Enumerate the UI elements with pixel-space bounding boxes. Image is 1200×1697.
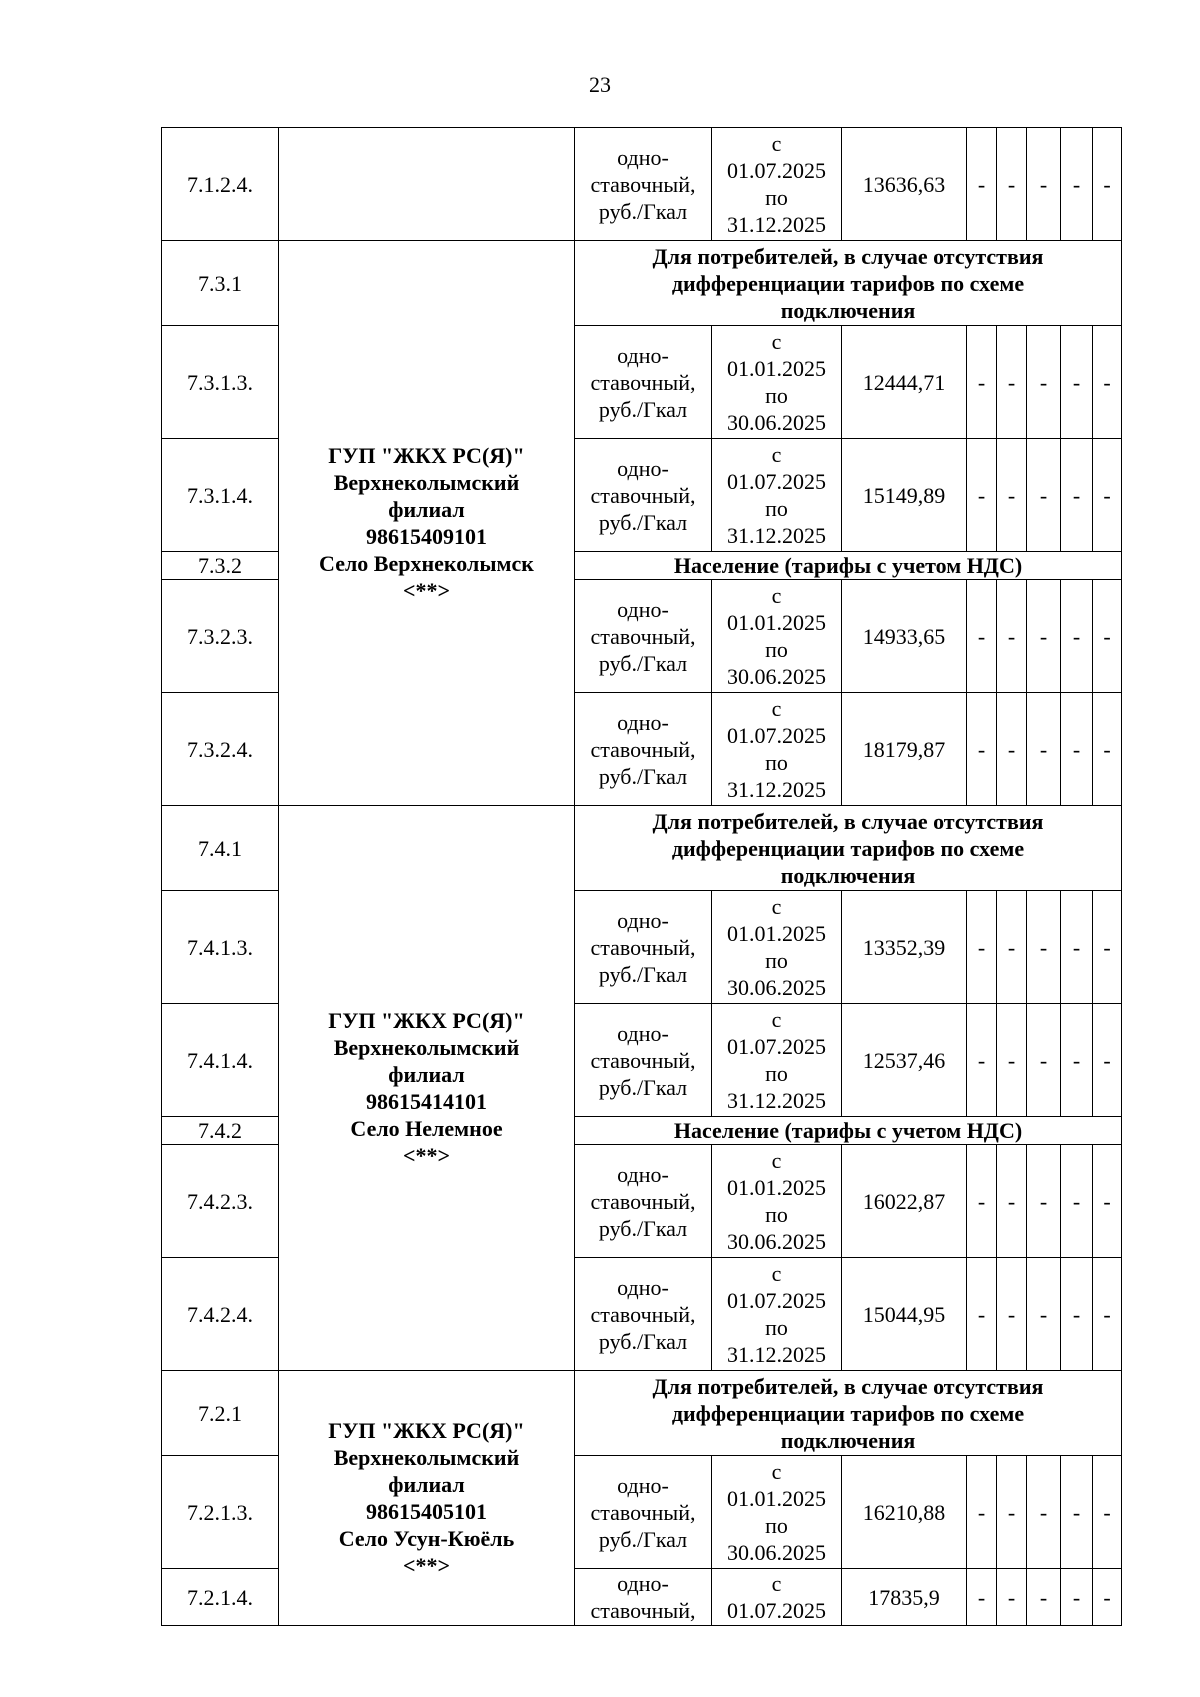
dash-cell: -	[997, 1145, 1027, 1258]
period: с 01.07.2025	[712, 1569, 842, 1626]
tariff-value: 18179,87	[842, 693, 967, 806]
dash-cell: -	[1027, 693, 1061, 806]
org-oktmo: 98615405101	[366, 1499, 487, 1524]
row-code: 7.3.2.3.	[162, 580, 279, 693]
dash-cell: -	[997, 439, 1027, 552]
row-code: 7.4.1.3.	[162, 891, 279, 1004]
dash-cell: -	[997, 128, 1027, 241]
dash-cell: -	[997, 1258, 1027, 1371]
org-unit: филиал	[388, 1062, 465, 1087]
dash-cell: -	[1061, 580, 1093, 693]
org-note: <**>	[402, 578, 451, 603]
section-header: Население (тарифы с учетом НДС)	[575, 1117, 1122, 1145]
dash-cell: -	[1061, 1004, 1093, 1117]
row-code: 7.3.1	[162, 241, 279, 326]
tariff-value: 12537,46	[842, 1004, 967, 1117]
org-settlement: Село Верхнеколымск	[319, 551, 534, 576]
rate-type: одно- ставочный, руб./Гкал	[575, 1145, 712, 1258]
organization-cell	[279, 241, 575, 806]
table-row	[162, 806, 1122, 891]
section-header: Население (тарифы с учетом НДС)	[575, 552, 1122, 580]
dash-cell: -	[967, 326, 997, 439]
dash-cell: -	[1093, 326, 1122, 439]
row-code: 7.3.2.4.	[162, 693, 279, 806]
tariff-value: 12444,71	[842, 326, 967, 439]
dash-cell: -	[967, 580, 997, 693]
dash-cell: -	[1061, 326, 1093, 439]
page-number: 23	[589, 72, 611, 97]
dash-cell: -	[967, 693, 997, 806]
rate-type: одно- ставочный,	[575, 1569, 712, 1626]
dash-cell: -	[1061, 693, 1093, 806]
section-header: Для потребителей, в случае отсутствия дифференциации тарифов по схеме подключения	[575, 806, 1122, 891]
tariff-value: 13636,63	[842, 128, 967, 241]
table-row	[162, 1371, 1122, 1456]
period: с 01.01.2025 по 30.06.2025	[712, 1145, 842, 1258]
dash-cell: -	[997, 693, 1027, 806]
rate-type: одно- ставочный, руб./Гкал	[575, 1004, 712, 1117]
dash-cell: -	[967, 1569, 997, 1626]
dash-cell: -	[1093, 1456, 1122, 1569]
dash-cell: -	[997, 891, 1027, 1004]
rate-type: одно- ставочный, руб./Гкал	[575, 326, 712, 439]
row-code: 7.1.2.4.	[162, 128, 279, 241]
rate-type: одно- ставочный, руб./Гкал	[575, 1258, 712, 1371]
dash-cell: -	[1061, 128, 1093, 241]
dash-cell: -	[1027, 1258, 1061, 1371]
organization-cell-empty	[279, 128, 575, 241]
rate-type: одно- ставочный, руб./Гкал	[575, 891, 712, 1004]
org-note: <**>	[402, 1553, 451, 1578]
dash-cell: -	[997, 1004, 1027, 1117]
row-code: 7.2.1	[162, 1371, 279, 1456]
org-branch: Верхнеколымский	[333, 470, 520, 495]
dash-cell: -	[1093, 1258, 1122, 1371]
dash-cell: -	[1027, 891, 1061, 1004]
row-code: 7.3.1.3.	[162, 326, 279, 439]
dash-cell: -	[1027, 1456, 1061, 1569]
section-header: Для потребителей, в случае отсутствия дифференциации тарифов по схеме подключения	[575, 241, 1122, 326]
row-code: 7.3.1.4.	[162, 439, 279, 552]
dash-cell: -	[1061, 1258, 1093, 1371]
dash-cell: -	[1093, 128, 1122, 241]
dash-cell: -	[967, 1258, 997, 1371]
row-code: 7.4.2	[162, 1117, 279, 1145]
rate-type: одно- ставочный, руб./Гкал	[575, 580, 712, 693]
rate-type: одно- ставочный, руб./Гкал	[575, 693, 712, 806]
dash-cell: -	[1027, 1569, 1061, 1626]
org-unit: филиал	[388, 1472, 465, 1497]
table-row	[162, 241, 1122, 326]
tariff-value: 15044,95	[842, 1258, 967, 1371]
tariff-value: 14933,65	[842, 580, 967, 693]
org-settlement: Село Усун-Кюёль	[338, 1526, 515, 1551]
dash-cell: -	[1093, 891, 1122, 1004]
dash-cell: -	[967, 1456, 997, 1569]
org-name: ГУП "ЖКХ РС(Я)"	[328, 1008, 525, 1033]
rate-type: одно- ставочный, руб./Гкал	[575, 439, 712, 552]
dash-cell: -	[1093, 439, 1122, 552]
org-name: ГУП "ЖКХ РС(Я)"	[328, 1418, 525, 1443]
table-row	[162, 128, 1122, 241]
period: с 01.01.2025 по 30.06.2025	[712, 580, 842, 693]
tariff-value: 17835,9	[842, 1569, 967, 1626]
period: с 01.07.2025 по 31.12.2025	[712, 693, 842, 806]
dash-cell: -	[997, 326, 1027, 439]
org-branch: Верхнеколымский	[333, 1445, 520, 1470]
dash-cell: -	[1093, 1145, 1122, 1258]
dash-cell: -	[1093, 1569, 1122, 1626]
tariff-value: 13352,39	[842, 891, 967, 1004]
organization-cell	[279, 806, 575, 1371]
org-note: <**>	[402, 1143, 451, 1168]
org-oktmo: 98615414101	[366, 1089, 487, 1114]
dash-cell: -	[997, 1569, 1027, 1626]
dash-cell: -	[1061, 1569, 1093, 1626]
tariff-table	[161, 127, 1122, 1626]
row-code: 7.2.1.3.	[162, 1456, 279, 1569]
dash-cell: -	[1027, 326, 1061, 439]
dash-cell: -	[1027, 580, 1061, 693]
dash-cell: -	[1061, 439, 1093, 552]
dash-cell: -	[967, 891, 997, 1004]
org-oktmo: 98615409101	[366, 524, 487, 549]
period: с 01.01.2025 по 30.06.2025	[712, 326, 842, 439]
org-settlement: Село Нелемное	[350, 1116, 503, 1141]
dash-cell: -	[1093, 1004, 1122, 1117]
org-name: ГУП "ЖКХ РС(Я)"	[328, 443, 525, 468]
dash-cell: -	[967, 128, 997, 241]
period: с 01.07.2025 по 31.12.2025	[712, 1004, 842, 1117]
dash-cell: -	[1061, 1145, 1093, 1258]
dash-cell: -	[997, 580, 1027, 693]
dash-cell: -	[1027, 128, 1061, 241]
period: с 01.07.2025 по 31.12.2025	[712, 1258, 842, 1371]
dash-cell: -	[1027, 1145, 1061, 1258]
period: с 01.07.2025 по 31.12.2025	[712, 439, 842, 552]
row-code: 7.4.1.4.	[162, 1004, 279, 1117]
dash-cell: -	[967, 1004, 997, 1117]
dash-cell: -	[1061, 1456, 1093, 1569]
row-code: 7.3.2	[162, 552, 279, 580]
period: с 01.07.2025 по 31.12.2025	[712, 128, 842, 241]
tariff-value: 16210,88	[842, 1456, 967, 1569]
row-code: 7.2.1.4.	[162, 1569, 279, 1626]
tariff-value: 15149,89	[842, 439, 967, 552]
section-header: Для потребителей, в случае отсутствия дифференциации тарифов по схеме подключения	[575, 1371, 1122, 1456]
rate-type: одно- ставочный, руб./Гкал	[575, 1456, 712, 1569]
period: с 01.01.2025 по 30.06.2025	[712, 1456, 842, 1569]
org-branch: Верхнеколымский	[333, 1035, 520, 1060]
dash-cell: -	[967, 439, 997, 552]
dash-cell: -	[1027, 1004, 1061, 1117]
tariff-value: 16022,87	[842, 1145, 967, 1258]
dash-cell: -	[1093, 580, 1122, 693]
dash-cell: -	[967, 1145, 997, 1258]
rate-type: одно- ставочный, руб./Гкал	[575, 128, 712, 241]
organization-cell	[279, 1371, 575, 1626]
row-code: 7.4.2.3.	[162, 1145, 279, 1258]
dash-cell: -	[1027, 439, 1061, 552]
row-code: 7.4.2.4.	[162, 1258, 279, 1371]
dash-cell: -	[1061, 891, 1093, 1004]
row-code: 7.4.1	[162, 806, 279, 891]
dash-cell: -	[1093, 693, 1122, 806]
org-unit: филиал	[388, 497, 465, 522]
period: с 01.01.2025 по 30.06.2025	[712, 891, 842, 1004]
dash-cell: -	[997, 1456, 1027, 1569]
